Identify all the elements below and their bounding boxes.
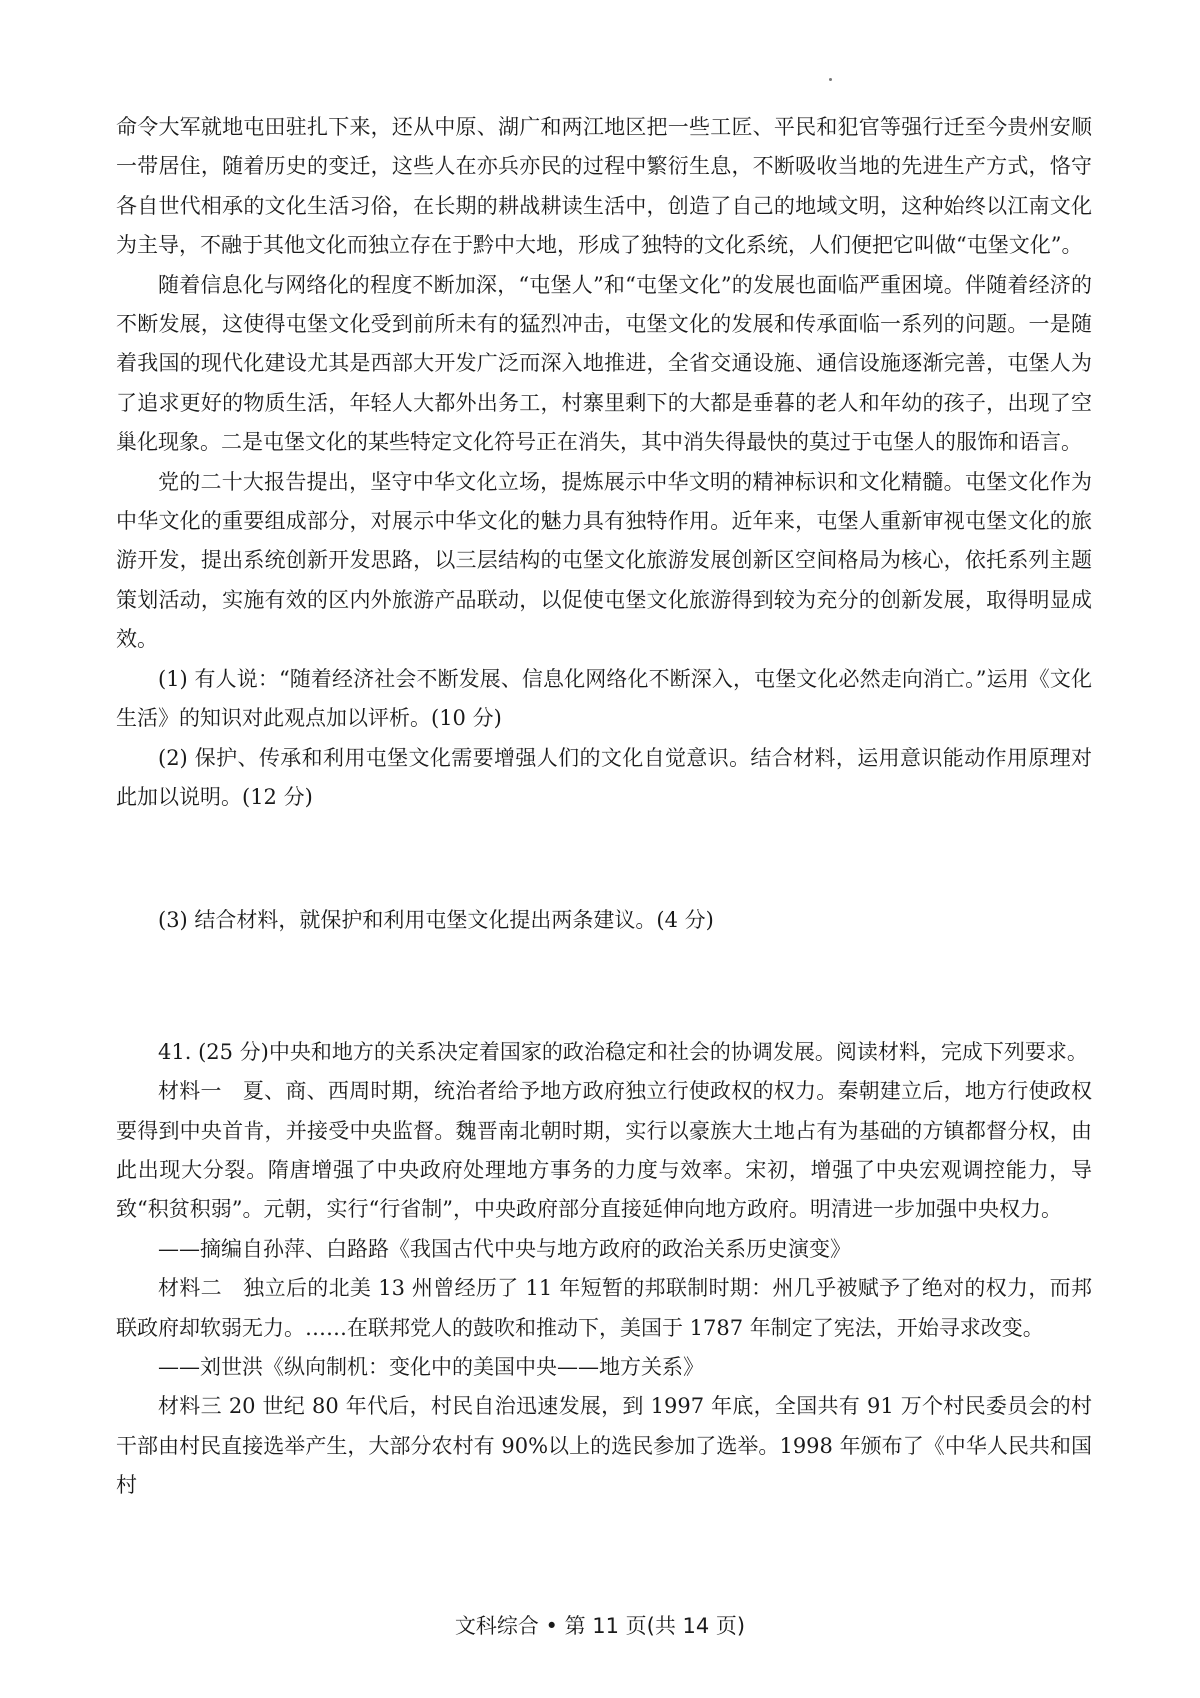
page-footer: 文科综合 • 第 11 页(共 14 页) — [454, 1614, 746, 1638]
passage-paragraph-1: 命令大军就地屯田驻扎下来，还从中原、湖广和两江地区把一些工匠、平民和犯官等强行迁至今贵州安顺一带居住，随着历史的变迁，这些人在亦兵亦民的过程中繁衍生息，不断吸收当地的先进生产方式，恪守各自世代相承的文化生活习俗，在长期的耕战耕读生活中，创造了自己的地域文明，这种始终以江南文化为主导，不融于其他文化而独立存在于黔中大地，形成了独特的文化系统，人们便把它叫做“屯堡文化”。 — [116, 115, 1092, 258]
material-2: 材料二 独立后的北美 13 州曾经历了 11 年短暂的邦联制时期：州几乎被赋予了绝对的权力，而邦联政府却软弱无力。……在联邦党人的鼓吹和推动下，美国于 1787 年制定了宪法，开始寻求改变。 — [116, 1276, 1092, 1340]
question-40-1: (1) 有人说：“随着经济社会不断发展、信息化网络化不断深入，屯堡文化必然走向消亡。”运用《文化生活》的知识对此观点加以评析。(10 分) — [116, 666, 1092, 731]
passage-paragraph-3: 党的二十大报告提出，坚守中华文化立场，提炼展示中华文明的精神标识和文化精髓。屯堡文化作为中华文化的重要组成部分，对展示中华文化的魅力具有独特作用。近年来，屯堡人重新审视屯堡文化的旅游开发，提出系统创新开发思路，以三层结构的屯堡文化旅游发展创新区空间格局为核心，依托系列主题策划活动，实施有效的区内外旅游产品联动，以促使屯堡文化旅游得到较为充分的创新发展，取得明显成效。 — [116, 469, 1092, 652]
question-40-3: (3) 结合材料，就保护和利用屯堡文化提出两条建议。(4 分) — [158, 908, 714, 933]
scan-speck — [829, 78, 832, 81]
question-41-stem: 41. (25 分)中央和地方的关系决定着国家的政治稳定和社会的协调发展。阅读材料，完成下列要求。 — [158, 1039, 1088, 1064]
passage-paragraph-2: 随着信息化与网络化的程度不断加深，“屯堡人”和“屯堡文化”的发展也面临严重困境。伴随着经济的不断发展，这使得屯堡文化受到前所未有的猛烈冲击，屯堡文化的发展和传承面临一系列的问题。一是随着我国的现代化建设尤其是西部大开发广泛而深入地推进，全省交通设施、通信设施逐渐完善，屯堡人为了追求更好的物质生活，年轻人大都外出务工，村寨里剩下的大都是垂暮的老人和年幼的孩子，出现了空巢化现象。二是屯堡文化的某些特定文化符号正在消失，其中消失得最快的莫过于屯堡人的服饰和语言。 — [116, 272, 1092, 455]
answer-space — [116, 817, 1092, 901]
material-1-source: ——摘编自孙萍、白路路《我国古代中央与地方政府的政治关系历史演变》 — [158, 1236, 851, 1261]
material-2-source: ——刘世洪《纵向制机：变化中的美国中央——地方关系》 — [158, 1354, 704, 1379]
page-content — [116, 108, 1092, 1506]
material-1: 材料一 夏、商、西周时期，统治者给予地方政府独立行使政权的权力。秦朝建立后，地方行使政权要得到中央首肯，并接受中央监督。魏晋南北朝时期，实行以豪族大土地占有为基础的方镇都督分权，由此出现大分裂。隋唐增强了中央政府处理地方事务的力度与效率。宋初，增强了中央宏观调控能力，导致“积贫积弱”。元朝，实行“行省制”，中央政府部分直接延伸向地方政府。明清进一步加强中央权力。 — [116, 1079, 1092, 1222]
question-40-2: (2) 保护、传承和利用屯堡文化需要增强人们的文化自觉意识。结合材料，运用意识能动作用原理对此加以说明。(12 分) — [116, 745, 1092, 809]
answer-space — [116, 941, 1092, 1033]
material-3: 材料三 20 世纪 80 年代后，村民自治迅速发展，到 1997 年底，全国共有 91 万个村民委员会的村干部由村民直接选举产生，大部分农村有 90%以上的选民参加了选举。1998 年颁布了《中华人民共和国村 — [116, 1394, 1092, 1498]
